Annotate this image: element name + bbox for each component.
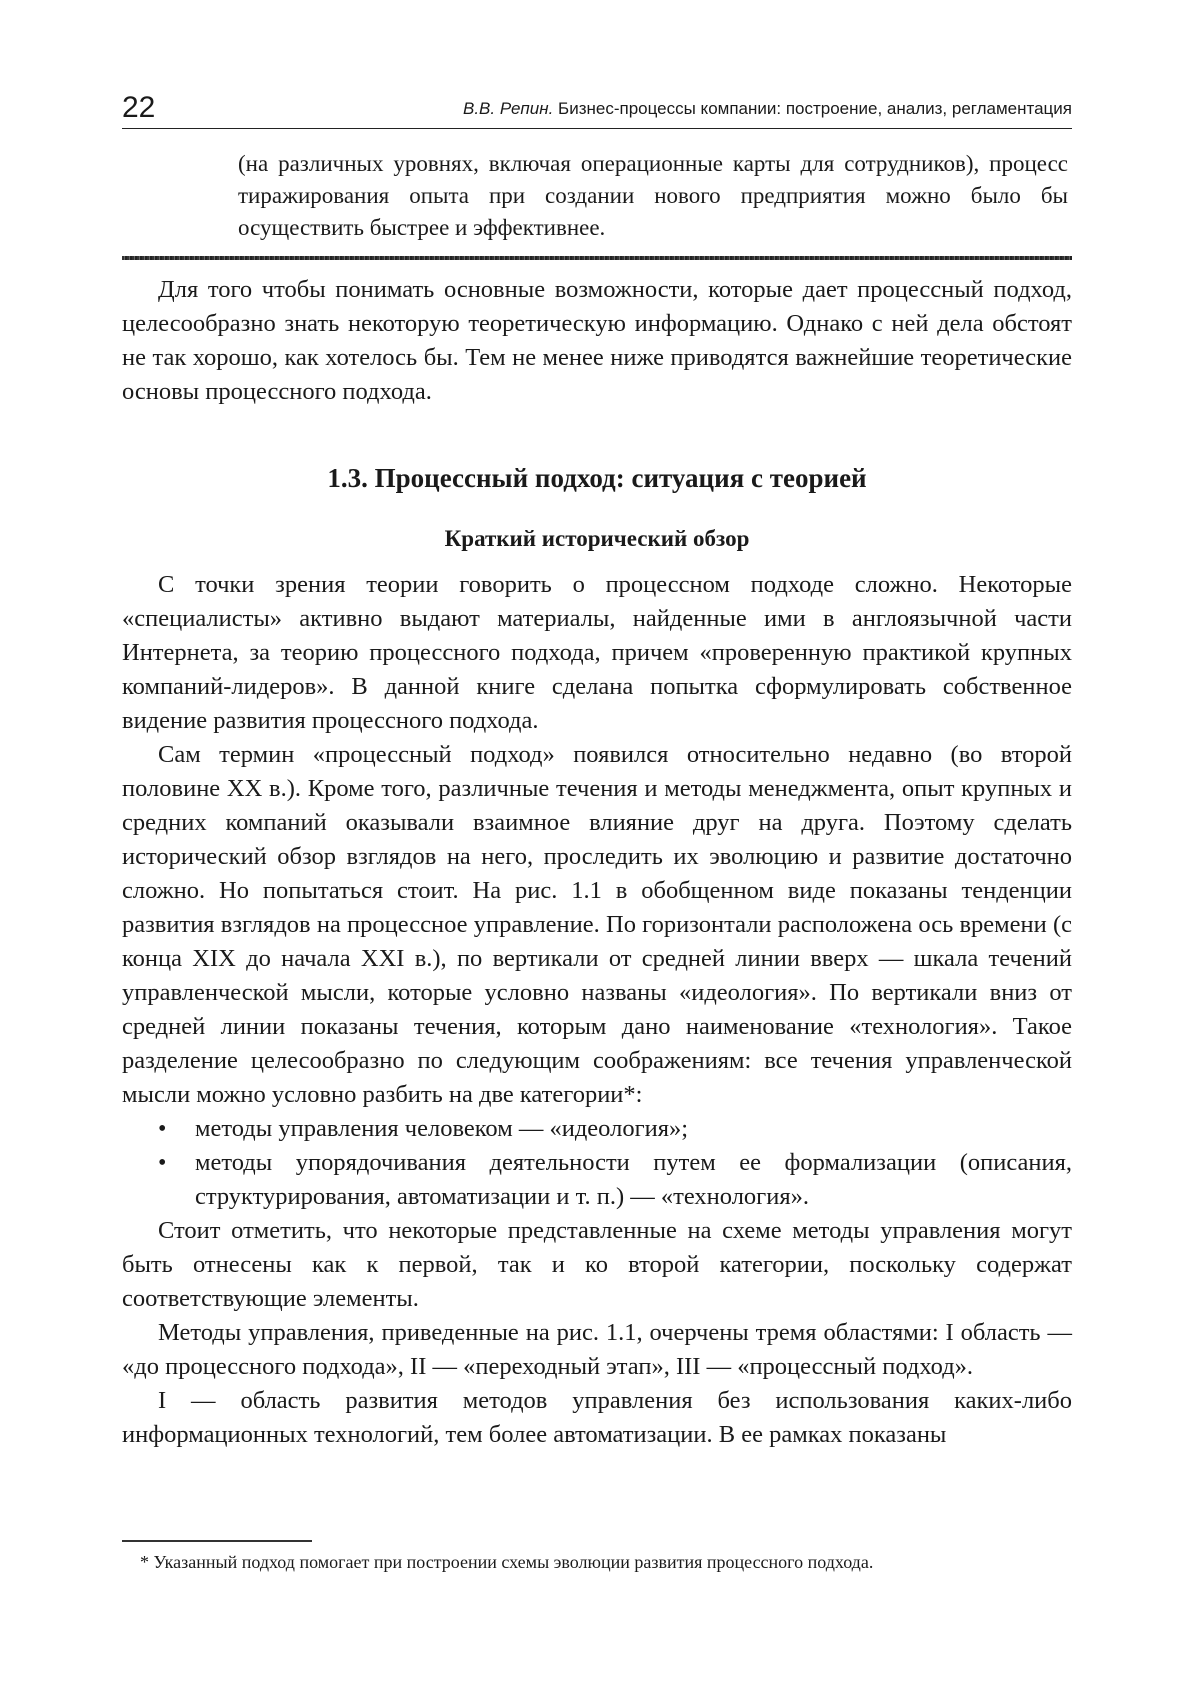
intro-block xyxy=(122,273,1072,409)
running-head-title: Бизнес-процессы компании: построение, анализ, регламентация xyxy=(553,99,1072,118)
list-item xyxy=(122,1146,1072,1214)
footnote-divider xyxy=(122,1540,312,1542)
bullet-icon: • xyxy=(158,1150,167,1176)
footnote-text: Указанный подход помогает при построении схемы эволюции развития процессного подхода. xyxy=(149,1552,874,1572)
boxed-note: (на различных уровнях, включая операционные карты для сотрудников), процесс тиражирования опыта при создании нового предприятия можно было бы осуществить быстрее и эффективнее. xyxy=(238,151,1068,240)
list-item-text: методы упорядочивания деятельности путем ее формализации (описания, структурирования, автоматизации и т. п.) — «технология». xyxy=(195,1149,1072,1210)
bullet-icon: • xyxy=(158,1116,167,1142)
page-number: 22 xyxy=(122,91,156,124)
footnote xyxy=(140,1548,1070,1576)
bullet-list xyxy=(122,1112,1072,1214)
paragraph-1: С точки зрения теории говорить о процессном подходе сложно. Некоторые «специалисты» активно выдают материалы, найденные ими в англоязычной части Интернета, за теорию процессного подхода, причем «проверенную практикой крупных компаний-лидеров». В данной книге сделана попытка сформулировать собственное видение развития процессного подхода. xyxy=(122,571,1072,734)
paragraph-2: Сам термин «процессный подход» появился относительно недавно (во второй половине XX в.). Кроме того, различные течения и методы менеджмента, опыт крупных и средних компаний оказывали взаимное влияние друг на друга. Поэтому сделать исторический обзор взглядов на него, проследить их эволюцию и развитие достаточно сложно. Но попытаться стоит. На рис. 1.1 в обобщенном виде показаны тенденции развития взглядов на процессное управление. По горизонтали расположена ось времени (с конца XIX до начала XXI в.), по вертикали от средней линии вверх — шкала течений управленческой мысли, которые условно названы «идеология». По вертикали вниз от средней линии показаны течения, которым дано наименование «технология». Такое разделение целесообразно по следующим соображениям: все течения управленческой мысли можно условно разбить на две категории*: xyxy=(122,741,1072,1108)
subsection-heading: Краткий исторический обзор xyxy=(444,526,750,551)
running-head xyxy=(463,96,1072,122)
main-text xyxy=(122,568,1072,1452)
paragraph-4: Методы управления, приведенные на рис. 1.1, очерчены тремя областями: I область — «до процессного подхода», II — «переходный этап», III — «процессный подход». xyxy=(122,1319,1072,1380)
list-item-text: методы управления человеком — «идеология»; xyxy=(195,1115,689,1142)
paragraph-5: I — область развития методов управления без использования каких-либо информационных технологий, тем более автоматизации. В ее рамках показаны xyxy=(122,1387,1072,1448)
note-divider xyxy=(122,256,1072,260)
paragraph-3: Стоит отметить, что некоторые представленные на схеме методы управления могут быть отнесены как к первой, так и ко второй категории, поскольку содержат соответствующие элементы. xyxy=(122,1217,1072,1312)
section-heading: 1.3. Процессный подход: ситуация с теорией xyxy=(327,463,867,493)
list-item xyxy=(122,1112,1072,1146)
intro-paragraph: Для того чтобы понимать основные возможности, которые дает процессный подход, целесообразно знать некоторую теоретическую информацию. Однако с ней дела обстоят не так хорошо, как хотелось бы. Тем не менее ниже приводятся важнейшие теоретические основы процессного подхода. xyxy=(122,276,1072,405)
footnote-marker: * xyxy=(140,1552,149,1572)
running-head-author: В.В. Репин. xyxy=(462,99,554,118)
page-header xyxy=(122,88,1072,129)
